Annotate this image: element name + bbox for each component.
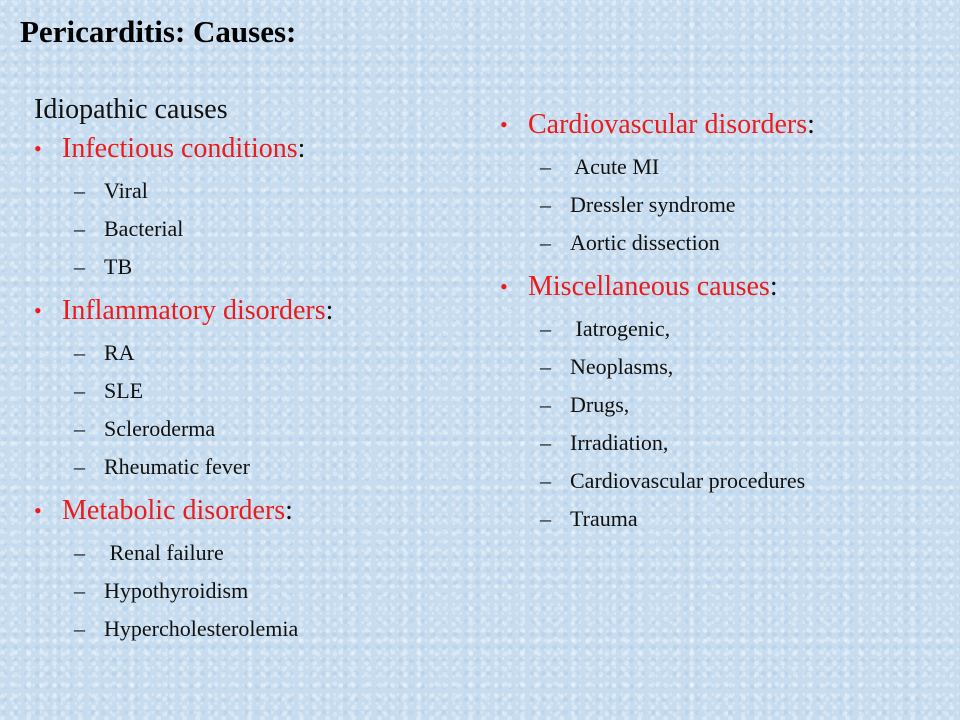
slide-title: Pericarditis: Causes: — [20, 14, 297, 49]
list-item: – Neoplasms, — [540, 348, 815, 386]
idiopathic-heading: Idiopathic causes — [34, 94, 228, 125]
colon: : — [769, 271, 778, 302]
list-item: – RA — [74, 334, 333, 372]
category-label: Infectious conditions — [62, 133, 298, 164]
bullet-icon: • — [34, 498, 42, 523]
dash-icon: – — [540, 192, 551, 217]
list-item: – Acute MI — [540, 148, 815, 186]
list-item: – Hypercholesterolemia — [74, 610, 333, 648]
dash-icon: – — [540, 316, 551, 341]
category-miscellaneous — [500, 270, 815, 304]
dash-icon: – — [74, 540, 85, 565]
list-item: – Scleroderma — [74, 410, 333, 448]
list-item: – Irradiation, — [540, 424, 815, 462]
bullet-icon: • — [34, 298, 42, 323]
category-cardiovascular — [500, 108, 815, 142]
list-item: – SLE — [74, 372, 333, 410]
colon: : — [325, 295, 334, 326]
colon: : — [297, 133, 306, 164]
dash-icon: – — [74, 254, 85, 279]
list-item: – Trauma — [540, 500, 815, 538]
list-item: – Iatrogenic, — [540, 310, 815, 348]
dash-icon: – — [74, 378, 85, 403]
list-item: – Drugs, — [540, 386, 815, 424]
colon: : — [285, 495, 293, 526]
list-item: – Renal failure — [74, 534, 333, 572]
dash-icon: – — [74, 178, 85, 203]
inflammatory-list — [74, 334, 333, 486]
bullet-icon: • — [500, 112, 508, 137]
category-label: Metabolic disorders — [62, 495, 286, 526]
dash-icon: – — [540, 506, 551, 531]
bullet-icon: • — [34, 136, 42, 161]
dash-icon: – — [74, 416, 85, 441]
list-item: – TB — [74, 248, 333, 286]
dash-icon: – — [540, 154, 551, 179]
category-label: Cardiovascular disorders — [528, 109, 808, 140]
colon: : — [807, 109, 815, 140]
dash-icon: – — [540, 392, 551, 417]
dash-icon: – — [74, 454, 85, 479]
dash-icon: – — [540, 468, 551, 493]
dash-icon: – — [74, 616, 85, 641]
right-column — [500, 108, 815, 546]
cardiovascular-list — [540, 148, 815, 262]
list-item: – Rheumatic fever — [74, 448, 333, 486]
dash-icon: – — [74, 216, 85, 241]
infectious-list — [74, 172, 333, 286]
dash-icon: – — [540, 430, 551, 455]
list-item: – Cardiovascular procedures — [540, 462, 815, 500]
dash-icon: – — [540, 354, 551, 379]
list-item: – Viral — [74, 172, 333, 210]
list-item: – Bacterial — [74, 210, 333, 248]
left-column — [34, 92, 333, 656]
category-label: Inflammatory disorders — [62, 295, 326, 326]
dash-icon: – — [74, 340, 85, 365]
dash-icon: – — [74, 578, 85, 603]
dash-icon: – — [540, 230, 551, 255]
metabolic-list — [74, 534, 333, 648]
category-inflammatory — [34, 294, 333, 328]
list-item: – Dressler syndrome — [540, 186, 815, 224]
list-item: – Aortic dissection — [540, 224, 815, 262]
miscellaneous-list — [540, 310, 815, 538]
category-metabolic — [34, 494, 333, 528]
bullet-icon: • — [500, 274, 508, 299]
category-label: Miscellaneous causes — [528, 271, 770, 302]
category-infectious — [34, 132, 333, 166]
list-item: – Hypothyroidism — [74, 572, 333, 610]
